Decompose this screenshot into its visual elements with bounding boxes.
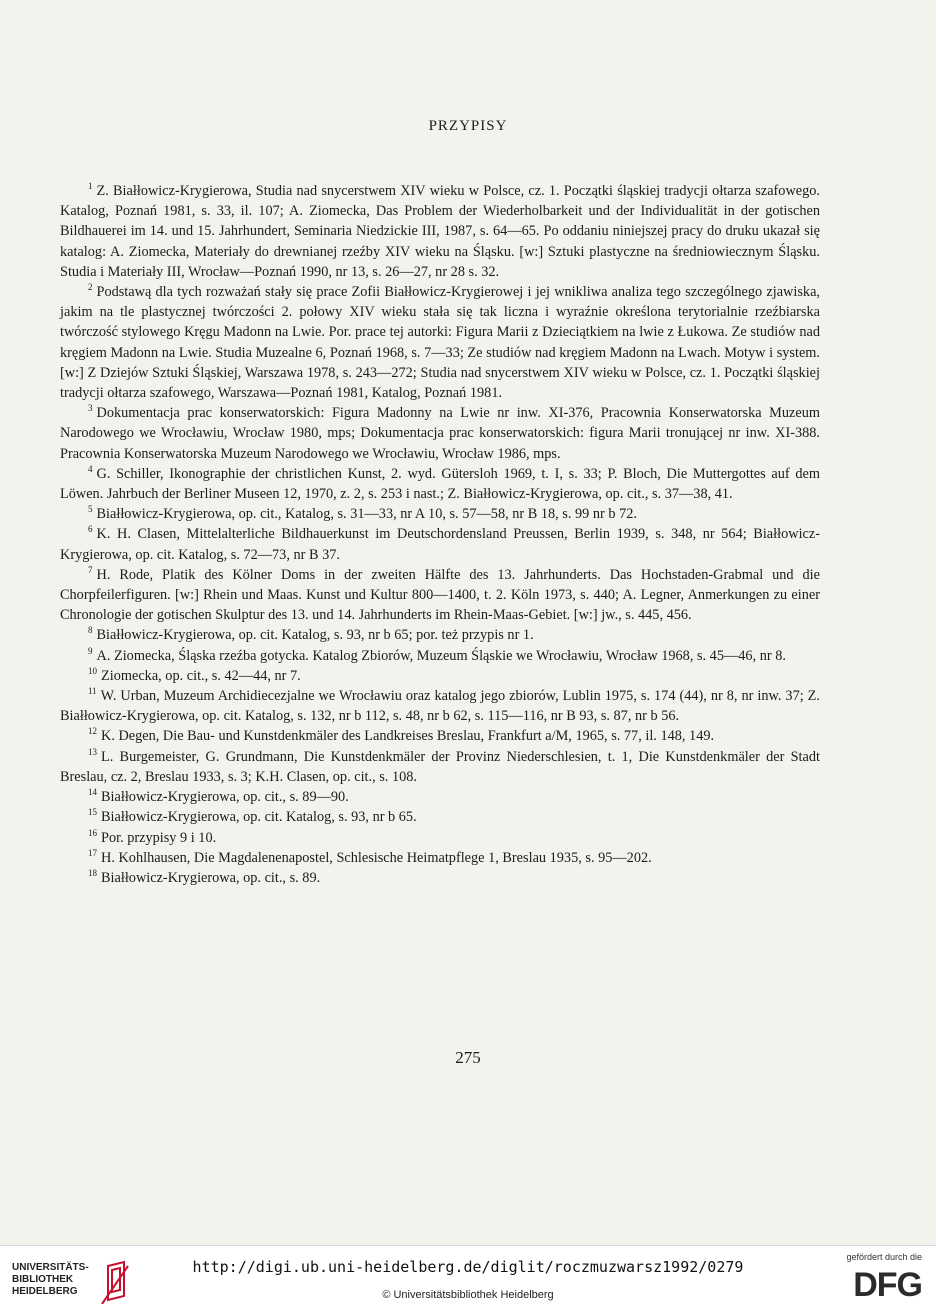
footnote-text: Białłowicz-Krygierowa, op. cit., Katalog, s. 31—33, nr A 10, s. 57—58, nr B 18, s. 99 nr b 72.	[96, 506, 637, 523]
footnote	[60, 181, 820, 282]
footnote-number: 11	[88, 686, 97, 697]
footnote	[60, 666, 820, 686]
page-heading: PRZYPISY	[428, 118, 508, 134]
footnote-number: 1	[88, 181, 93, 191]
footnote-text: K. H. Clasen, Mittelalterliche Bildhauerkunst im Deutschordensland Preussen, Berlin 1939, s. 348, nr 564; Białłowicz-Krygierowa, op. cit. Katalog, s. 72—73, nr B 37.	[60, 526, 820, 563]
footnote-number: 17	[88, 847, 97, 858]
footnote-number: 3	[88, 403, 93, 414]
footnote	[60, 464, 820, 504]
funding-caption: gefördert durch die	[846, 1252, 922, 1262]
footnote	[60, 625, 820, 645]
footnote-text: H. Rode, Platik des Kölner Doms in der zweiten Hälfte des 13. Jahrhunderts. Das Hochstaden-Grabmal und die Chorpfeilerfiguren. [w:] Rhein und Maas. Kunst und Kultur 800—1400, t. 2. Köln 1973, s. 440; A. Legner, Anmerkungen zu einer Chronologie der gotischen Skulptur des 13. und 14. Jahrhunderts im Rhein-Maas-Gebiet. [w:] jw., s. 445, 456.	[60, 566, 820, 624]
footnote	[60, 565, 820, 626]
footnote-text: G. Schiller, Ikonographie der christlichen Kunst, 2. wyd. Gütersloh 1969, t. I, s. 33; P. Bloch, Die Muttergottes auf dem Löwen. Jahrbuch der Berliner Museen 12, 1970, z. 2, s. 253 i nast.; Z. Białłowicz-Krygierowa, op. cit., s. 37—38, 41.	[60, 465, 820, 503]
dfg-logo-text: DFG	[853, 1266, 922, 1304]
footnote	[60, 828, 820, 848]
footnote	[60, 403, 820, 464]
footnote-number: 2	[88, 282, 93, 293]
footnote	[60, 524, 820, 564]
footnote-text: Dokumentacja prac konserwatorskich: Figura Madonny na Lwie nr inw. XI-376, Pracownia Konserwatorska Muzeum Narodowego we Wrocławiu, Wrocław 1980, mps; Dokumentacja prac konserwatorskich: figura Marii tronującej nr inw. XI-388. Pracownia Konserwatorska Muzeum Narodowego we Wrocławiu, Wrocław 1986, mps.	[60, 405, 820, 462]
footnote-text: H. Kohlhausen, Die Magdalenenapostel, Schlesische Heimatpflege 1, Breslau 1935, s. 95—202.	[101, 849, 652, 866]
footnote	[60, 807, 820, 827]
footnote-text: Białłowicz-Krygierowa, op. cit. Katalog, s. 93, nr b 65; por. też przypis nr 1.	[96, 627, 534, 644]
footnote-text: W. Urban, Muzeum Archidiecezjalne we Wrocławiu oraz katalog jego zbiorów, Lublin 1975, s. 174 (44), nr 8, nr inw. 37; Z. Białłowicz-Krygierowa, op. cit. Katalog, s. 132, nr b 112, s. 48, nr b 62, s. 115—116, nr B 93, s. 87, nr b 56.	[60, 688, 820, 725]
footnote	[60, 868, 820, 888]
footnote-number: 9	[88, 645, 93, 656]
footnote	[60, 848, 820, 868]
footnote-number: 8	[88, 625, 93, 636]
footnote-text: Białłowicz-Krygierowa, op. cit. Katalog, s. 93, nr b 65.	[101, 809, 417, 826]
footnote-number: 15	[88, 807, 97, 818]
footnote	[60, 282, 820, 403]
copyright-notice: © Universitätsbibliothek Heidelberg	[382, 1289, 554, 1301]
footnote-text: Por. przypisy 9 i 10.	[101, 829, 217, 846]
footnote-text: K. Degen, Die Bau- und Kunstdenkmäler des Landkreises Breslau, Frankfurt a/M, 1965, s. 77, il. 148, 149.	[101, 728, 715, 745]
footnote-number: 12	[88, 726, 97, 737]
footnote-number: 16	[88, 827, 97, 838]
dfg-funding-logo[interactable]	[832, 1252, 922, 1308]
footnote	[60, 686, 820, 726]
viewer-footer	[0, 1245, 936, 1313]
footnote	[60, 646, 820, 666]
library-name: UNIVERSITÄTS- BIBLIOTHEK HEIDELBERG	[12, 1262, 89, 1297]
footnote-text: Białłowicz-Krygierowa, op. cit., s. 89.	[101, 869, 321, 886]
footnote-number: 18	[88, 867, 97, 878]
footnote-text: Białłowicz-Krygierowa, op. cit., s. 89—90.	[101, 789, 349, 806]
footnote-text: Z. Białłowicz-Krygierowa, Studia nad snycerstwem XIV wieku w Polsce, cz. 1. Początki śląskiej tradycji ołtarza szafowego. Katalog, Poznań 1981, s. 33, il. 107; A. Ziomecka, Das Problem der Wiederholbarkeit und der Individualität in der gotischen Bildhauerei im 14. und 15. Jahrhundert, Seminaria Niedzickie III, 1987, s. 64—65. Po oddaniu niniejszej pracy do druku ukazał się katalog: A. Ziomecka, Materiały do drewnianej rzeźby XIV wieku na Śląsku. [w:] Sztuki plastyczne na średniowiecznym Śląsku. Studia i Materiały III, Wrocław—Poznań 1990, nr 13, s. 26—27, nr 28 s. 32.	[60, 183, 820, 280]
footnote-text: A. Ziomecka, Śląska rzeźba gotycka. Katalog Zbiorów, Muzeum Śląskie we Wrocławiu, Wrocław 1968, s. 45—46, nr 8.	[96, 647, 786, 664]
footnote-number: 13	[88, 746, 97, 757]
footnote	[60, 747, 820, 787]
page-number: 275	[455, 1048, 481, 1067]
footnote	[60, 504, 820, 524]
footnote-number: 5	[88, 504, 93, 515]
footnote-number: 14	[88, 787, 97, 798]
footnote-text: Podstawą dla tych rozważań stały się prace Zofii Białłowicz-Krygierowej i jej wnikliwa analiza tego szczególnego zjawiska, jakim na tle plastycznej twórczości 2. połowy XIV wieku stała się tak liczna i wyraźnie określona terytorialnie rzeźbiarska twórczość stylowego Kręgu Madonn na Lwie. Por. prace tej autorki: Figura Marii z Dzieciątkiem na lwie z Łukowa. Ze studiów nad kręgiem Madonn na Lwie. Studia Muzealne 6, Poznań 1968, s. 7—33; Ze studiów nad kręgiem Madonn na Lwach. Motyw i system. [w:] Z Dziejów Sztuki Śląskiej, Warszawa 1978, s. 243—272; Studia nad snycerstwem XIV wieku w Polsce, cz. 1. Początki śląskiej tradycji ołtarza szafowego, Warszawa—Poznań 1981, Katalog, Poznań 1981.	[60, 284, 820, 402]
footnote	[60, 726, 820, 746]
footnote-number: 4	[88, 463, 93, 474]
footnote	[60, 787, 820, 807]
footnotes-list	[60, 181, 820, 888]
footnote-number: 6	[88, 524, 93, 535]
permalink-url[interactable]: http://digi.ub.uni-heidelberg.de/diglit/roczmuzwarsz1992/0279	[192, 1258, 744, 1276]
footnote-number: 10	[88, 665, 97, 676]
footnote-number: 7	[88, 564, 93, 575]
footnote-text: Ziomecka, op. cit., s. 42—44, nr 7.	[101, 667, 301, 684]
footnote-text: L. Burgemeister, G. Grundmann, Die Kunstdenkmäler der Provinz Niederschlesien, t. 1, Die Kunstdenkmäler der Stadt Breslau, cz. 2, Breslau 1933, s. 3; K.H. Clasen, op. cit., s. 108.	[60, 748, 820, 785]
